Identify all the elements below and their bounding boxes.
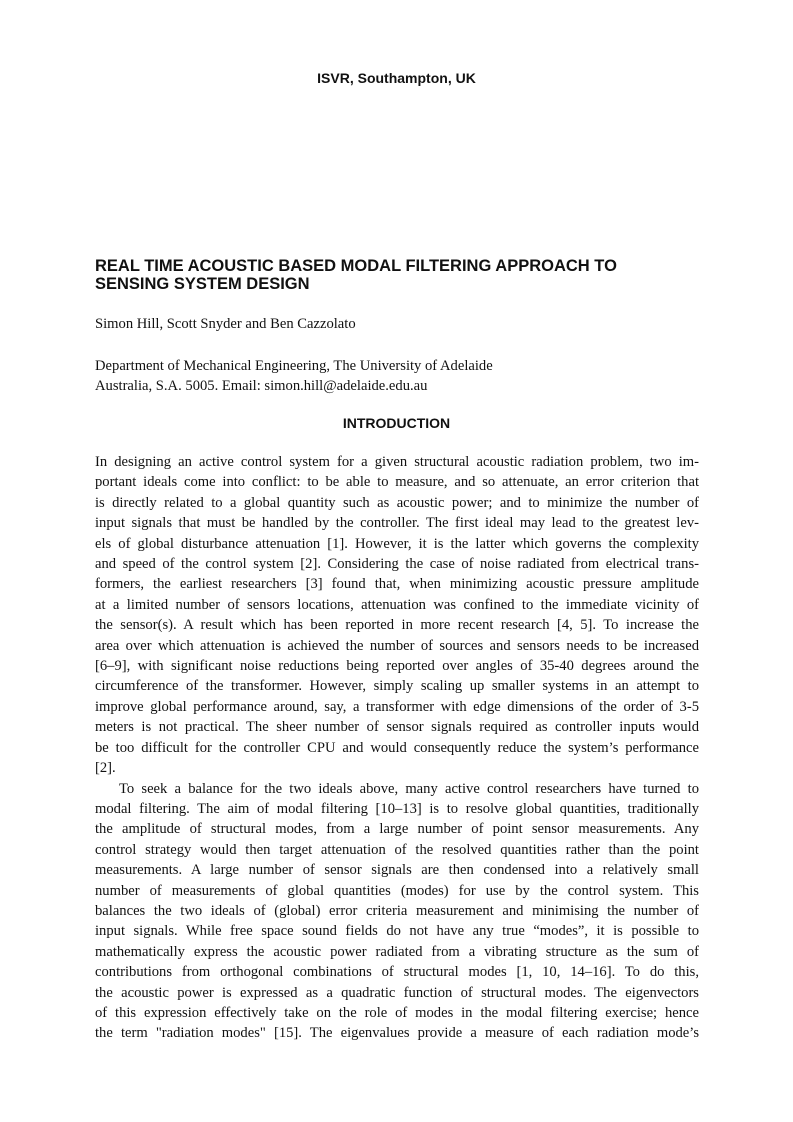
text-line: meters is not practical. The sheer number of sensor signals required as controller inputs would [95, 719, 699, 736]
text-line: improve global performance around, say, a transformer with edge dimensions of the order of 3-5 [95, 698, 699, 715]
paper-affiliation [95, 356, 493, 396]
text-line: circumference of the transformer. However, simply scaling up smaller systems in an attempt to [95, 678, 699, 695]
text-line: be too difficult for the controller CPU and would consequently reduce the system’s performance [95, 739, 699, 756]
text-line: balances the two ideals of (global) error criteria measurement and minimising the number of [95, 902, 699, 919]
text-line: the amplitude of structural modes, from a large number of point sensor measurements. Any [95, 821, 699, 838]
text-line: and speed of the control system [2]. Considering the case of noise radiated from electrical trans- [95, 556, 699, 573]
text-line: [6–9], with significant noise reductions being reported over angles of 35-40 degrees around the [95, 658, 699, 675]
introduction-paragraph-1 [95, 452, 699, 779]
text-line: at a limited number of sensors locations, attenuation was confined to the immediate vicinity of [95, 596, 699, 613]
introduction-paragraph-2 [95, 779, 699, 1044]
text-line: measurements. A large number of sensor signals are then condensed into a relatively small [95, 862, 699, 879]
text-line: formers, the earliest researchers [3] found that, when minimizing acoustic pressure amplitude [95, 576, 699, 593]
paper-title-line: REAL TIME ACOUSTIC BASED MODAL FILTERING APPROACH TO [95, 257, 617, 275]
text-line: the acoustic power is expressed as a quadratic function of structural modes. The eigenvectors [95, 984, 699, 1001]
introduction-body [95, 452, 699, 1044]
text-line: els of global disturbance attenuation [1]. However, it is the latter which governs the complexity [95, 535, 699, 552]
text-line: To seek a balance for the two ideals above, many active control researchers have turned to [119, 780, 699, 797]
paper-title [95, 257, 705, 293]
text-line: the sensor(s). A result which has been reported in more recent research [4, 5]. To increase the [95, 617, 699, 634]
text-line: number of measurements of global quantities (modes) for use by the control system. This [95, 882, 699, 899]
text-line: control strategy would then target attenuation of the resolved quantities rather than the point [95, 841, 699, 858]
text-line: modal filtering. The aim of modal filtering [10–13] is to resolve global quantities, traditionally [95, 800, 699, 817]
text-line: portant ideals come into conflict: to be able to measure, and so attenuate, an error criterion that [95, 474, 699, 491]
text-line: In designing an active control system for a given structural acoustic radiation problem, two im- [95, 454, 699, 470]
text-line: mathematically express the acoustic power radiated from a vibrating structure as the sum of [95, 943, 699, 960]
text-line: area over which attenuation is achieved the number of sources and sensors needs to be increased [95, 637, 699, 654]
affiliation-line: Australia, S.A. 5005. Email: simon.hill@adelaide.edu.au [95, 378, 428, 394]
affiliation-line: Department of Mechanical Engineering, The University of Adelaide [95, 358, 493, 374]
text-line: contributions from orthogonal combinations of structural modes [1, 10, 14–16]. To do this, [95, 964, 699, 981]
paper-title-line: SENSING SYSTEM DESIGN [95, 275, 310, 293]
text-line: is directly related to a global quantity such as acoustic power; and to minimize the number of [95, 494, 699, 511]
text-line: [2]. [95, 760, 116, 777]
text-line: input signals. While free space sound fields do not have any true “modes”, it is possible to [95, 923, 699, 940]
section-heading-introduction: INTRODUCTION [342, 415, 451, 431]
text-line: of this expression effectively take on the role of modes in the modal filtering exercise; hence [95, 1004, 699, 1021]
text-line: the term "radiation modes" [15]. The eigenvalues provide a measure of each radiation mode’s [95, 1025, 699, 1042]
conference-header: ISVR, Southampton, UK [317, 70, 476, 86]
text-line: input signals that must be handled by the controller. The first ideal may lead to the greatest lev- [95, 515, 699, 532]
paper-authors: Simon Hill, Scott Snyder and Ben Cazzolato [95, 316, 356, 332]
